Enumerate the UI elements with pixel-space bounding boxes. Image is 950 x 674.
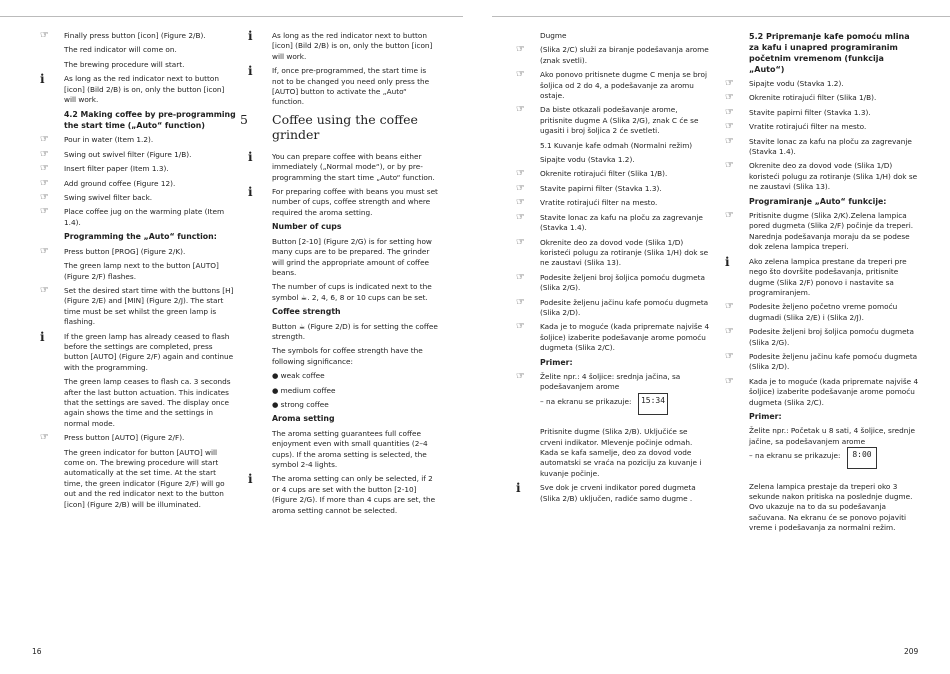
chapter-title-text: Coffee using the coffee grinder [272, 111, 418, 142]
paragraph [40, 177, 236, 189]
paragraph-text: Zelena lampica prestaje da treperi oko 3 sekunde nakon pritiska na poslednje dugme. Ovo ukazuje na to da su podešavanja sačuvana. Na ekranu će se ponovo pojaviti vreme i podešavanja za normalni režim. [749, 481, 913, 533]
section-heading: 4.2 Making coffee by pre-programming the start time („Auto“ function) [64, 110, 236, 131]
paragraph-text: Stavite papirni filter (Stavka 1.3). [540, 183, 662, 193]
subheading: Aroma setting [272, 414, 335, 424]
paragraph [40, 148, 236, 160]
paragraph-text: Press button [AUTO] (Figure 2/F). [64, 433, 185, 443]
paragraph-text: Okrenite rotirajući filter (Slika 1/B). [540, 169, 668, 179]
paragraph [248, 29, 440, 62]
paragraph-text: Button ☕ (Figure 2/D) is for setting the coffee strength. [272, 321, 438, 341]
paragraph-text: The red indicator will come on. [64, 45, 177, 55]
paragraph [272, 346, 440, 367]
paragraph [516, 168, 710, 180]
pointing-hand-icon: ☞ [725, 106, 734, 118]
pointing-hand-icon: ☞ [516, 168, 525, 180]
page-number-right: 209 [904, 647, 919, 656]
paragraph [64, 45, 236, 55]
paragraph-text: Ako zelena lampica prestane da treperi pre nego što dovršite podešavanja, pritisnite dugme (Slika 2/F) ponovo i nastavite sa programiranjem. [749, 256, 907, 297]
paragraph-text: The green lamp next to the button [AUTO] (Figure 2/F) flashes. [64, 261, 219, 281]
paragraph [725, 106, 921, 118]
pointing-hand-icon: ☞ [725, 375, 734, 387]
display-readout: 15:34 [638, 393, 668, 415]
paragraph [40, 206, 236, 228]
pointing-hand-icon: ☞ [725, 210, 734, 222]
pointing-hand-icon: ☞ [40, 163, 49, 175]
pointing-hand-icon: ☞ [725, 301, 734, 313]
paragraph-text: You can prepare coffee with beans either immediately („Normal mode“), or by pre-programming the start time „Auto“ function. [272, 151, 435, 182]
paragraph [516, 271, 710, 294]
paragraph [248, 472, 440, 516]
paragraph-text: The green lamp ceases to flash ca. 3 seconds after the last button actuation. This indicates that the settings are saved. The display once again shows the time and the settings in normal mode. [64, 377, 231, 428]
paragraph-text: Insert filter paper (Item 1.3). [64, 164, 169, 174]
pointing-hand-icon: ☞ [725, 160, 734, 172]
paragraph-text: Sipajte vodu (Stavka 1.2). [540, 155, 635, 165]
paragraph [272, 322, 440, 343]
paragraph-text: Kada je to moguće (kada pripremate najviše 4 šoljice) izaberite podešavanje arome pomoću dugmeta (Slika 2/C). [540, 322, 710, 353]
paragraph-text: The brewing procedure will start. [64, 59, 185, 69]
paragraph-text: (Slika 2/C) služi za biranje podešavanja arome (znak svetli). [540, 45, 709, 65]
section-heading: 5.2 Pripremanje kafe pomoću mlina za kafu i unapred programiranim početnim vremenom (funkcija „Auto“) [749, 32, 910, 74]
paragraph [248, 149, 440, 183]
pointing-hand-icon: ☞ [516, 69, 525, 81]
chapter-number: 5 [240, 111, 248, 127]
paragraph [272, 400, 440, 410]
info-icon: i [248, 149, 253, 164]
paragraph [540, 155, 710, 165]
paragraph-text: Swing out swivel filter (Figure 1/B). [64, 149, 192, 159]
paragraph-text: Pour in water (Item 1.2). [64, 135, 154, 145]
page-number-left: 16 [32, 647, 42, 656]
paragraph-text: Stavite lonac za kafu na ploču za zagrevanje (Stavka 1.4). [749, 136, 912, 157]
pointing-hand-icon: ☞ [40, 134, 49, 146]
paragraph-text: Place coffee jug on the warming plate (Item 1.4). [64, 207, 225, 227]
subheading: Programming the „Auto“ function: [64, 232, 217, 242]
paragraph [248, 185, 440, 218]
paragraph [725, 301, 921, 323]
subheading: Coffee strength [272, 307, 341, 317]
paragraph [540, 31, 710, 41]
paragraph [40, 72, 236, 105]
paragraph-text: Add ground coffee (Figure 12). [64, 178, 176, 188]
paragraph [540, 427, 710, 479]
paragraph-text: Vratite rotirajući filter na mesto. [540, 198, 658, 208]
subheading: Primer: [540, 357, 573, 367]
subheading: Primer: [749, 411, 782, 421]
paragraph-text: Okrenite deo za dovod vode (Slika 1/D) koristeći polugu za rotiranje (Slika 1/H) dok se ne zaustavi (Slika 13). [540, 237, 709, 268]
paragraph [40, 163, 236, 175]
pointing-hand-icon: ☞ [725, 92, 734, 104]
paragraph-text: Sipajte vodu (Stavka 1.2). [749, 79, 844, 88]
info-icon: i [516, 481, 521, 496]
paragraph [725, 326, 921, 348]
paragraph-text: ● strong coffee [272, 399, 329, 409]
paragraph [40, 329, 236, 374]
info-icon: i [40, 329, 45, 344]
paragraph [272, 386, 440, 396]
pointing-hand-icon: ☞ [40, 192, 49, 204]
paragraph-text: The aroma setting guarantees full coffee enjoyment even with small quantities (2–4 cups). If the aroma setting is selected, the symbol 2-4 lights. [272, 428, 428, 469]
paragraph-text: 5.1 Kuvanje kafe odmah (Normalni režim) [540, 140, 693, 150]
paragraph [749, 426, 921, 447]
pointing-hand-icon: ☞ [725, 78, 734, 89]
paragraph-text: Press button [PROG] (Figure 2/K). [64, 246, 186, 256]
paragraph [725, 78, 921, 89]
paragraph [725, 350, 921, 373]
info-icon: i [248, 472, 253, 487]
paragraph [64, 448, 236, 510]
paragraph-text: Podesite željenu jačinu kafe pomoću dugmeta (Slika 2/D). [540, 297, 709, 317]
info-icon: i [248, 185, 253, 200]
paragraph-text: Sve dok je crveni indikator pored dugmeta (Slika 2/B) uključen, radiće samo dugme . [540, 483, 696, 503]
pointing-hand-icon: ☞ [516, 321, 525, 333]
paragraph-text: Stavite lonac za kafu na ploču za zagrevanje (Stavka 1.4). [540, 212, 703, 233]
paragraph-text: Set the desired start time with the buttons [H] (Figure 2/E) and [MIN] (Figure 2/J). The start time must be set whilst the green lamp is flashing. [64, 285, 234, 327]
paragraph-text: – na ekranu se prikazuje: [540, 396, 632, 406]
paragraph-text: As long as the red indicator next to button [icon] (Bild 2/B) is on, only the button [icon] will work. [272, 31, 433, 61]
paragraph-text: Dugme [540, 31, 567, 40]
paragraph-text: As long as the red indicator next to button [icon] (Bild 2/B) is on, only the button [icon] will work. [64, 74, 225, 105]
pointing-hand-icon: ☞ [516, 211, 525, 223]
paragraph [540, 141, 710, 151]
pointing-hand-icon: ☞ [516, 104, 525, 116]
paragraph [516, 321, 710, 353]
paragraph [64, 261, 236, 282]
pointing-hand-icon: ☞ [40, 177, 49, 189]
paragraph-text: The symbols for coffee strength have the following significance: [272, 346, 423, 366]
paragraph [749, 451, 921, 461]
pointing-hand-icon: ☞ [40, 148, 49, 160]
paragraph [40, 134, 236, 146]
paragraph-text: – na ekranu se prikazuje: [749, 451, 841, 461]
paragraph [272, 371, 440, 381]
paragraph [40, 245, 236, 257]
paragraph-text: ● weak coffee [272, 371, 325, 381]
paragraph [516, 236, 710, 269]
paragraph-text: Finally press button [icon] (Figure 2/B). [64, 31, 206, 40]
paragraph [40, 30, 236, 41]
paragraph-text: Okrenite rotirajući filter (Slika 1/B). [749, 93, 877, 103]
pointing-hand-icon: ☞ [40, 432, 49, 444]
paragraph [725, 121, 921, 133]
info-icon: i [248, 64, 253, 79]
paragraph [516, 481, 710, 504]
paragraph-text: Vratite rotirajući filter na mesto. [749, 122, 867, 132]
paragraph [516, 370, 710, 393]
left-column-2 [240, 29, 440, 520]
paragraph [725, 92, 921, 104]
pointing-hand-icon: ☞ [40, 206, 49, 218]
subheading: Number of cups [272, 222, 342, 232]
paragraph-text: Ako ponovo pritisnete dugme C menja se broj šoljica od 2 do 4, a podešavanje za aromu ostaje. [540, 70, 707, 101]
paragraph [272, 237, 440, 279]
paragraph-text: Stavite papirni filter (Stavka 1.3). [749, 107, 871, 117]
chapter-title [240, 111, 440, 142]
paragraph-text: Podesite željeni broj šoljica pomoću dugmeta (Slika 2/G). [540, 272, 705, 293]
pointing-hand-icon: ☞ [516, 44, 525, 56]
pointing-hand-icon: ☞ [516, 296, 525, 308]
paragraph-text: Swing swivel filter back. [64, 193, 153, 203]
pointing-hand-icon: ☞ [725, 350, 734, 362]
pointing-hand-icon: ☞ [725, 326, 734, 338]
pointing-hand-icon: ☞ [725, 121, 734, 133]
paragraph-text: Želite npr.: Početak u 8 sati, 4 šoljice, srednje jačine, sa podešavanjem arome [749, 426, 915, 446]
paragraph [40, 432, 236, 444]
pointing-hand-icon: ☞ [516, 271, 525, 283]
paragraph-text: If the green lamp has already ceased to flash before the settings are completed, press button [AUTO] (Figure 2/F) again and continue with the programming. [64, 331, 234, 372]
pointing-hand-icon: ☞ [40, 30, 49, 41]
paragraph-text: If, once pre-programmed, the start time is not to be changed you need only press the [AUTO] button to activate the „Auto“ function. [272, 66, 430, 107]
paragraph-text: ● medium coffee [272, 385, 336, 395]
right-column-1 [516, 31, 710, 508]
pointing-hand-icon: ☞ [40, 245, 49, 257]
paragraph [540, 397, 710, 407]
right-page [492, 16, 950, 674]
paragraph [725, 135, 921, 158]
left-column-1 [40, 30, 236, 514]
paragraph-text: Pritisnite dugme (Slika 2/K).Zelena lampica pored dugmeta (Slika 2/F) počinje da treperi. Narednja podešavanja moraju da se podese dok zelena lampica treperi. [749, 211, 914, 252]
paragraph [40, 284, 236, 328]
right-column-2 [725, 31, 921, 538]
paragraph-text: Pritisnite dugme (Slika 2/B). Uključiće se crveni indikator. Mlevenje počinje odmah. Kada se kafa samelje, deo za dovod vode automatski se vraća na poziciju za kuvanje i kuvanje počinje. [540, 427, 702, 478]
pointing-hand-icon: ☞ [725, 135, 734, 147]
paragraph [64, 60, 236, 70]
left-page [0, 16, 463, 674]
paragraph [516, 69, 710, 101]
paragraph [516, 44, 710, 66]
pointing-hand-icon: ☞ [40, 284, 49, 296]
paragraph-text: Okrenite deo za dovod vode (Slika 1/D) koristeći polugu za rotiranje (Slika 1/H) dok se ne zaustavi (Slika 13). [749, 161, 918, 192]
paragraph [272, 429, 440, 471]
paragraph [749, 482, 921, 534]
paragraph [40, 192, 236, 204]
paragraph [725, 160, 921, 192]
pointing-hand-icon: ☞ [516, 182, 525, 194]
paragraph [64, 377, 236, 429]
display-readout: 8:00 [847, 447, 877, 469]
paragraph [516, 182, 710, 194]
pointing-hand-icon: ☞ [516, 370, 525, 382]
paragraph-text: Želite npr.: 4 šoljice: srednja jačina, sa podešavanjem arome [540, 371, 681, 392]
info-icon: i [248, 29, 253, 43]
paragraph [725, 375, 921, 408]
paragraph-text: Da biste otkazali podešavanje arome, pritisnite dugme A (Slika 2/G), znak C će se ugasiti i broj šoljica 2 će svetleti. [540, 105, 699, 136]
paragraph-text: Button [2-10] (Figure 2/G) is for setting how many cups are to be prepared. The grinder will grind the appropriate amount of coffee beans. [272, 236, 432, 277]
paragraph-text: Podesite željeno početno vreme pomoću dugmadi (Slika 2/E) i (Slika 2/J). [749, 302, 898, 322]
paragraph [516, 197, 710, 209]
paragraph-text: Podesite željeni broj šoljica pomoću dugmeta (Slika 2/G). [749, 327, 914, 347]
info-icon: i [725, 254, 730, 269]
paragraph [516, 211, 710, 234]
paragraph-text: For preparing coffee with beans you must set number of cups, coffee strength and where required the aroma setting. [272, 187, 438, 217]
paragraph [725, 254, 921, 299]
paragraph-text: Podesite željenu jačinu kafe pomoću dugmeta (Slika 2/D). [749, 351, 918, 372]
paragraph [516, 104, 710, 136]
paragraph [516, 296, 710, 319]
pointing-hand-icon: ☞ [516, 236, 525, 248]
paragraph [272, 282, 440, 303]
paragraph [725, 210, 921, 253]
paragraph-text: The green indicator for button [AUTO] will come on. The brewing procedure will start automatically at the set time. At the start time, the green indicator (Figure 2/F) will go out and the red indicator next to the button [icon] (Figure 2/B) will be illuminated. [64, 447, 225, 509]
paragraph-text: The aroma setting can only be selected, if 2 or 4 cups are set with the button [2-10] (Figure 2/G). If more than 4 cups are set, the aroma setting cannot be selected. [272, 474, 436, 515]
pointing-hand-icon: ☞ [516, 197, 525, 209]
paragraph-text: Kada je to moguće (kada pripremate najviše 4 šoljice) izaberite podešavanje arome pomoću dugmeta (Slika 2/C). [749, 376, 919, 407]
info-icon: i [40, 72, 45, 87]
paragraph [248, 64, 440, 108]
subheading: Programiranje „Auto“ funkcije: [749, 196, 887, 206]
paragraph-text: The number of cups is indicated next to the symbol ☕. 2, 4, 6, 8 or 10 cups can be set. [272, 282, 432, 302]
